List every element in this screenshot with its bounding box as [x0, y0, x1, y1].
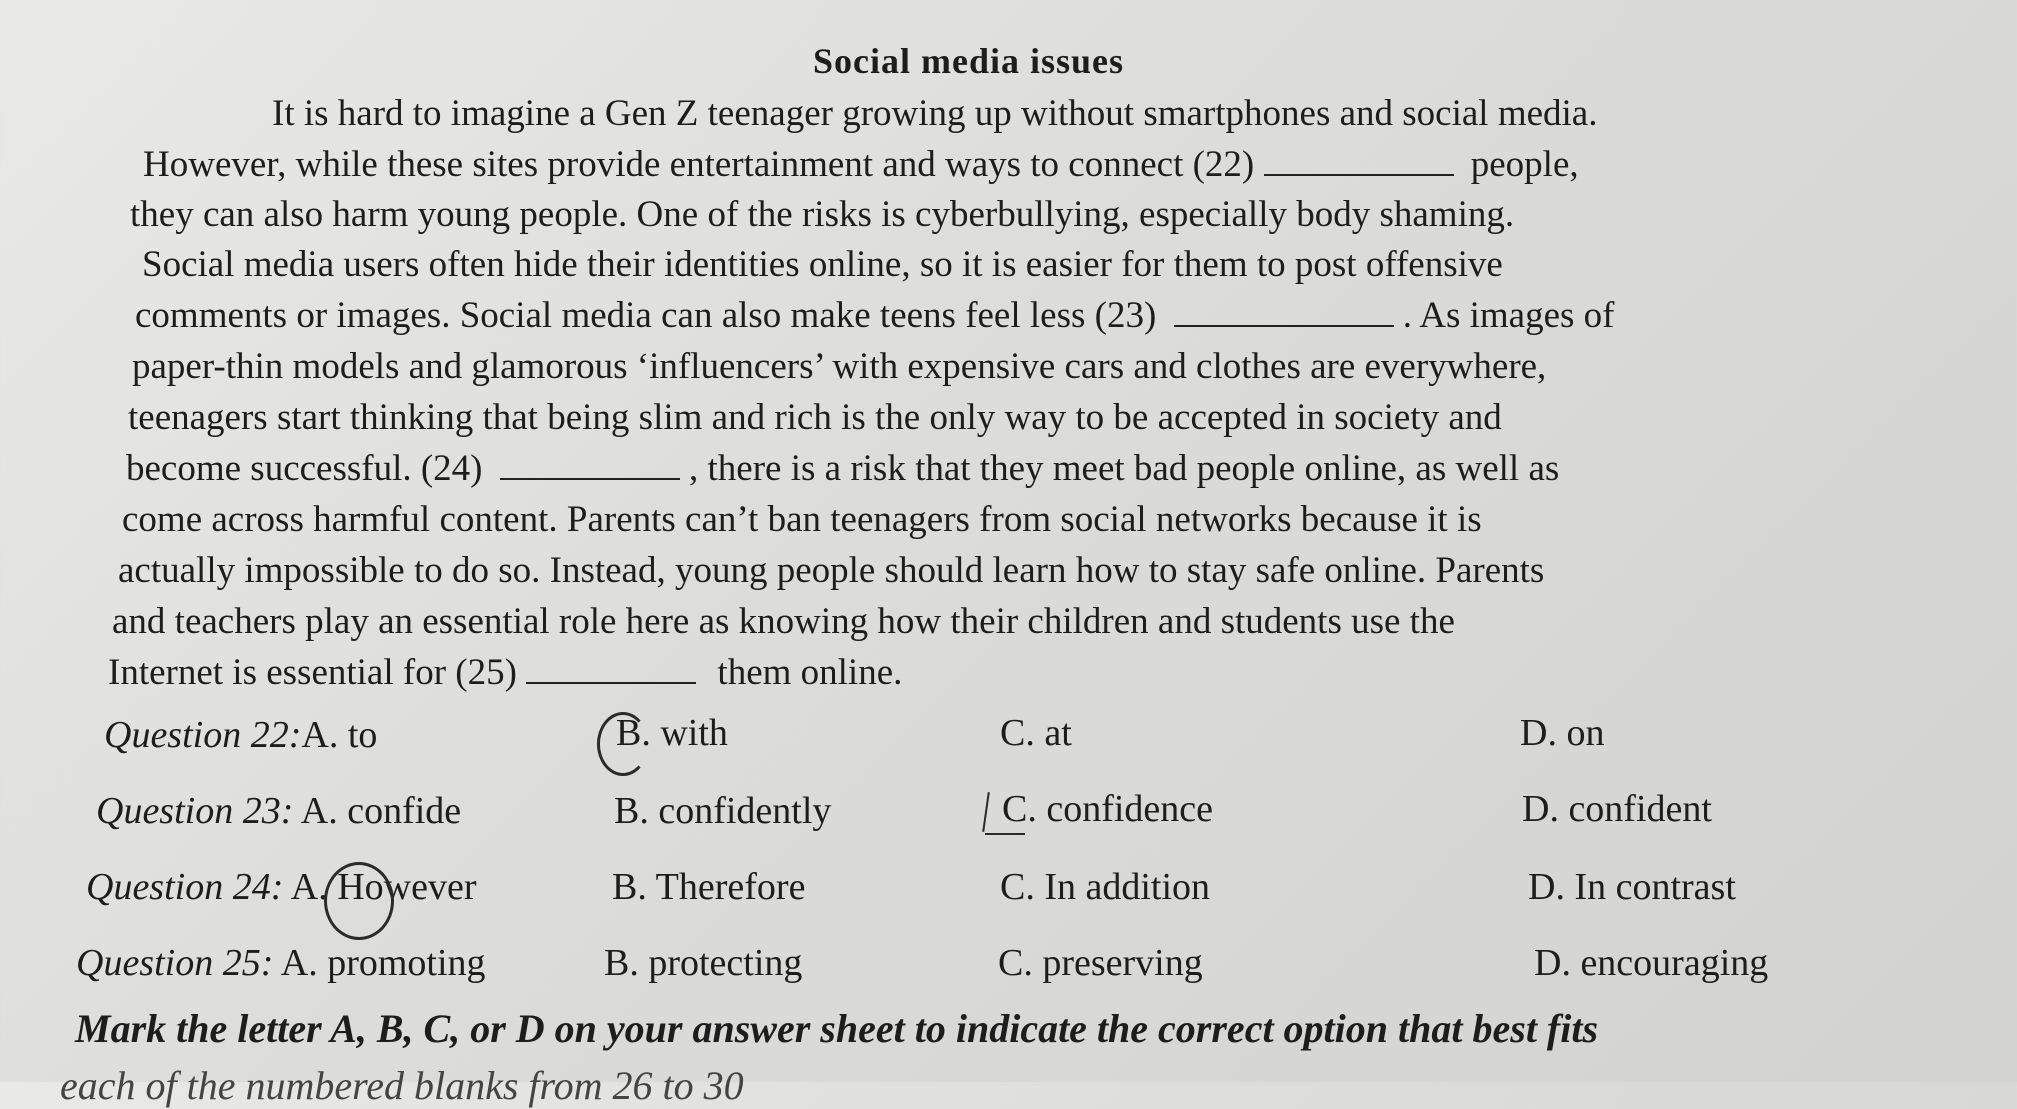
passage-line-5	[135, 294, 1614, 338]
question-24-option-a[interactable]: A. However	[290, 866, 477, 908]
passage-line-11: and teachers play an essential role here as knowing how their children and students use the	[112, 601, 1455, 642]
passage-line-5-text: comments or images. Social media can also make teens feel less (23)	[135, 295, 1157, 336]
question-23	[96, 788, 461, 834]
passage-line-8-end: , there is a risk that they meet bad people online, as well as	[689, 448, 1560, 489]
question-23-option-a[interactable]: A. confide	[300, 790, 462, 832]
question-24-option-b[interactable]: B. Therefore	[612, 866, 806, 908]
question-22-option-b[interactable]: B. with	[616, 712, 728, 754]
question-23-label: Question 23:	[96, 790, 294, 832]
question-23-option-d[interactable]: D. confident	[1522, 788, 1712, 830]
passage-line-12	[108, 651, 902, 695]
passage-line-12-end: them online.	[717, 652, 903, 693]
instruction-text: Mark the letter A, B, C, or D on your answer sheet to indicate the correct option that best fits	[75, 1006, 1599, 1051]
passage-line-3: they can also harm young people. One of the risks is cyberbullying, especially body shaming.	[130, 194, 1515, 235]
passage-line-2	[143, 143, 1579, 187]
question-23-option-b[interactable]: B. confidently	[614, 790, 832, 832]
answer-mark-circle-24	[324, 862, 394, 940]
question-25-option-a[interactable]: A. promoting	[280, 942, 486, 984]
blank-22	[1264, 144, 1454, 176]
passage-line-4: Social media users often hide their identities online, so it is easier for them to post offensive	[142, 244, 1503, 285]
passage-line-10: actually impossible to do so. Instead, young people should learn how to stay safe online. Parents	[118, 550, 1545, 591]
answer-mark-circle-22	[597, 712, 649, 776]
question-24	[86, 864, 477, 910]
question-22-option-c[interactable]: C. at	[1000, 712, 1072, 754]
passage-line-5-end: . As images of	[1402, 295, 1615, 336]
passage-line-6: paper-thin models and glamorous ‘influencers’ with expensive cars and clothes are everywhere,	[132, 346, 1547, 387]
passage-line-12-text: Internet is essential for (25)	[108, 652, 517, 693]
question-25-option-c[interactable]: C. preserving	[998, 942, 1203, 984]
passage-line-1: It is hard to imagine a Gen Z teenager growing up without smartphones and social media.	[272, 93, 1598, 134]
blank-25	[526, 652, 696, 684]
passage-line-8-text: become successful. (24)	[126, 448, 483, 489]
question-25-label: Question 25:	[76, 942, 274, 984]
answer-mark-bracket-23	[982, 792, 990, 832]
answer-mark-underline-23	[985, 833, 1025, 835]
blank-23	[1174, 295, 1394, 327]
instruction-continuation-text: each of the numbered blanks from 26 to 30	[60, 1063, 744, 1108]
question-22-option-d[interactable]: D. on	[1520, 712, 1605, 754]
question-23-option-c[interactable]: C. confidence	[1002, 788, 1214, 830]
question-25	[76, 940, 486, 986]
question-25-option-b[interactable]: B. protecting	[604, 942, 803, 984]
blank-24	[500, 448, 680, 480]
question-24-option-c[interactable]: C. In addition	[1000, 866, 1211, 908]
passage-line-8	[126, 447, 1559, 491]
passage-line-9: come across harmful content. Parents can’t ban teenagers from social networks because it is	[122, 499, 1482, 540]
instruction-continuation	[60, 1062, 960, 1108]
question-22-option-a[interactable]: A. to	[301, 714, 378, 756]
passage-line-2-end: people,	[1470, 144, 1579, 185]
passage-title: Social media issues	[812, 41, 1125, 81]
question-25-option-d[interactable]: D. encouraging	[1534, 942, 1769, 984]
passage-line-7: teenagers start thinking that being slim and rich is the only way to be accepted in society and	[128, 397, 1502, 438]
question-22-label: Question 22:	[104, 714, 302, 756]
question-24-label: Question 24:	[86, 866, 284, 908]
passage-line-2-text: However, while these sites provide entertainment and ways to connect (22)	[143, 144, 1255, 185]
question-24-option-d[interactable]: D. In contrast	[1528, 866, 1736, 908]
question-22	[104, 712, 377, 758]
